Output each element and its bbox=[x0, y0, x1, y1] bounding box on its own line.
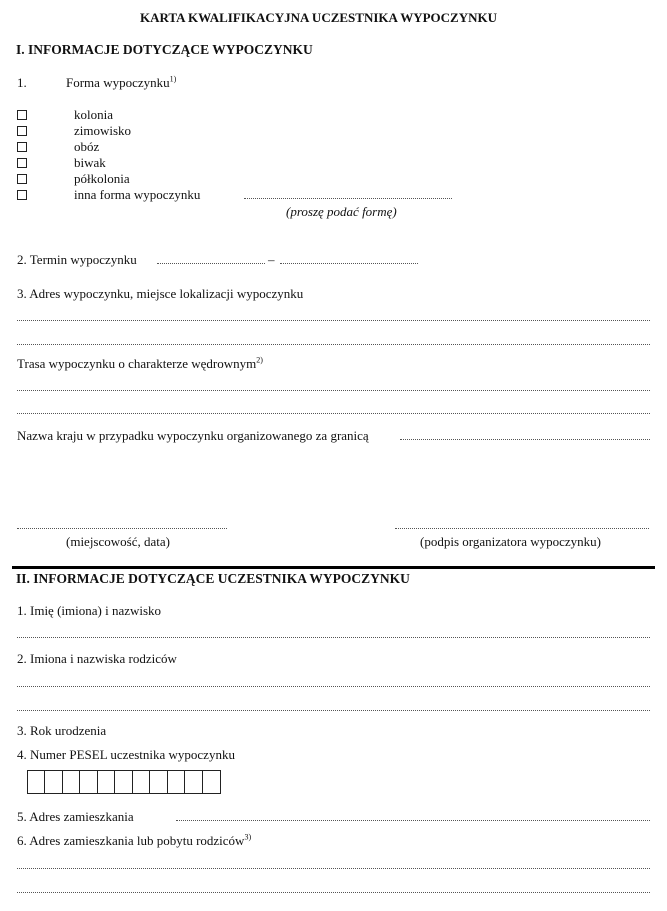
pesel-boxes[interactable] bbox=[28, 770, 221, 794]
place-date-field[interactable] bbox=[17, 528, 227, 529]
option-label-polkolonia: półkolonia bbox=[74, 171, 130, 186]
q2-label: 2. Termin wypoczynku bbox=[17, 252, 137, 267]
address-field-line-2[interactable] bbox=[17, 344, 650, 345]
checkbox-polkolonia[interactable] bbox=[17, 174, 27, 184]
parents-names-field-line-1[interactable] bbox=[17, 686, 650, 687]
country-label: Nazwa kraju w przypadku wypoczynku organizowanego za granicą bbox=[17, 428, 369, 443]
checkbox-kolonia[interactable] bbox=[17, 110, 27, 120]
participant-name-label: 1. Imię (imiona) i nazwisko bbox=[17, 603, 162, 618]
route-field-line-2[interactable] bbox=[17, 413, 650, 414]
pesel-digit-box[interactable] bbox=[27, 770, 46, 794]
pesel-digit-box[interactable] bbox=[97, 770, 116, 794]
option-label-zimowisko: zimowisko bbox=[74, 123, 132, 138]
option-label-kolonia: kolonia bbox=[74, 107, 113, 122]
pesel-digit-box[interactable] bbox=[114, 770, 133, 794]
option-label-oboz: obóz bbox=[74, 139, 100, 154]
place-date-caption: (miejscowość, data) bbox=[66, 534, 170, 549]
section-2-heading: II. INFORMACJE DOTYCZĄCE UCZESTNIKA WYPOCZYNKU bbox=[16, 571, 410, 586]
country-field[interactable] bbox=[400, 439, 650, 440]
term-start-field[interactable] bbox=[157, 263, 265, 264]
other-form-field[interactable] bbox=[244, 198, 452, 199]
document-title: KARTA KWALIFIKACYJNA UCZESTNIKA WYPOCZYNKU bbox=[140, 10, 497, 25]
pesel-digit-box[interactable] bbox=[44, 770, 63, 794]
section-1-heading: I. INFORMACJE DOTYCZĄCE WYPOCZYNKU bbox=[16, 42, 313, 57]
pesel-digit-box[interactable] bbox=[202, 770, 221, 794]
birth-year-label: 3. Rok urodzenia bbox=[17, 723, 107, 738]
parents-address-field-line-1[interactable] bbox=[17, 868, 650, 869]
pesel-label: 4. Numer PESEL uczestnika wypoczynku bbox=[17, 747, 235, 762]
pesel-digit-box[interactable] bbox=[184, 770, 203, 794]
term-dash: – bbox=[268, 252, 275, 267]
home-address-label: 5. Adres zamieszkania bbox=[17, 809, 134, 824]
checkbox-zimowisko[interactable] bbox=[17, 126, 27, 136]
route-field-line-1[interactable] bbox=[17, 390, 650, 391]
q3-label: 3. Adres wypoczynku, miejsce lokalizacji wypoczynku bbox=[17, 286, 304, 301]
pesel-digit-box[interactable] bbox=[79, 770, 98, 794]
address-field-line-1[interactable] bbox=[17, 320, 650, 321]
q1-label: Forma wypoczynku$^{1)}$ bbox=[66, 74, 177, 90]
pesel-digit-box[interactable] bbox=[149, 770, 168, 794]
parents-names-field-line-2[interactable] bbox=[17, 710, 650, 711]
section-divider bbox=[12, 566, 655, 569]
organizer-signature-field[interactable] bbox=[395, 528, 649, 529]
checkbox-inna-forma[interactable] bbox=[17, 190, 27, 200]
parents-address-label: 6. Adres zamieszkania lub pobytu rodziców$^{3)}$ bbox=[17, 832, 252, 848]
route-label: Trasa wypoczynku o charakterze wędrownym$^{2)}$ bbox=[17, 355, 263, 371]
other-form-hint: (proszę podać formę) bbox=[286, 204, 397, 219]
parents-address-field-line-2[interactable] bbox=[17, 892, 650, 893]
option-label-inna-forma: inna forma wypoczynku bbox=[74, 187, 201, 202]
checkbox-biwak[interactable] bbox=[17, 158, 27, 168]
pesel-digit-box[interactable] bbox=[62, 770, 81, 794]
q1-number: 1. bbox=[17, 75, 27, 90]
organizer-signature-caption: (podpis organizatora wypoczynku) bbox=[420, 534, 601, 549]
checkbox-oboz[interactable] bbox=[17, 142, 27, 152]
home-address-field[interactable] bbox=[176, 820, 650, 821]
participant-name-field[interactable] bbox=[17, 637, 650, 638]
pesel-digit-box[interactable] bbox=[132, 770, 151, 794]
parents-names-label: 2. Imiona i nazwiska rodziców bbox=[17, 651, 177, 666]
term-end-field[interactable] bbox=[280, 263, 418, 264]
option-label-biwak: biwak bbox=[74, 155, 106, 170]
pesel-digit-box[interactable] bbox=[167, 770, 186, 794]
